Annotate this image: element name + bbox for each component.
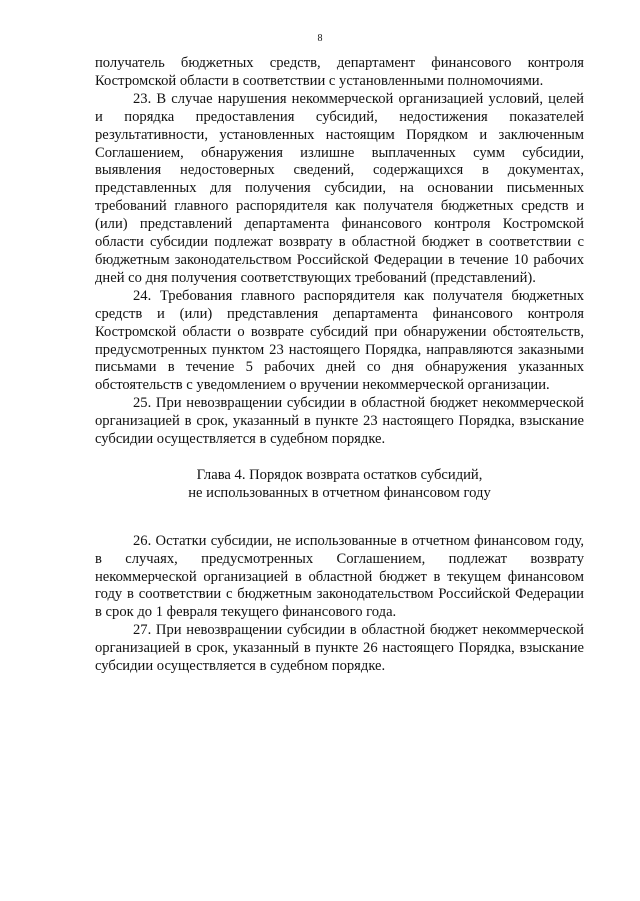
- paragraph-continuation: получатель бюджетных средств, департамент финансового контроля Костромской области в соответствии с установленными полномочиями.: [95, 55, 584, 89]
- paragraph-23: 23. В случае нарушения некоммерческой организацией условий, целей и порядка предоставления субсидий, недостижения показателей результативности, установленных настоящим Порядком и заключенным Соглашением, обнаружения излишне выплаченных сумм субсидии, выявления недостоверных сведений, содержащихся в документах, представленных для получения субсидии, на основании письменных требований главного распорядителя как получателя бюджетных средств и (или) представлений департамента финансового контроля Костромской области субсидии подлежат возврату в областной бюджет в соответствии с бюджетным законодательством Российской Федерации в течение 10 рабочих дней со дня получения соответствующих требований (представлений).: [95, 90, 584, 286]
- paragraph-26: 26. Остатки субсидии, не использованные в отчетном финансовом году, в случаях, предусмотренных Соглашением, подлежат возврату некоммерческой организацией в областной бюджет в текущем финансовом году в соответствии с бюджетным законодательством Российской Федерации в срок до 1 февраля текущего финансового года.: [95, 532, 584, 621]
- document-body: [95, 55, 584, 676]
- chapter-heading-line-1: Глава 4. Порядок возврата остатков субсидий,: [196, 466, 483, 483]
- paragraph-27: 27. При невозвращении субсидии в областной бюджет некоммерческой организацией в срок, указанный в пункте 26 настоящего Порядка, взыскание субсидии осуществляется в судебном порядке.: [95, 622, 584, 675]
- paragraph-24: 24. Требования главного распорядителя как получателя бюджетных средств и (или) представления департамента финансового контроля Костромской области о возврате субсидий при обнаружении обстоятельств, предусмотренных пунктом 23 настоящего Порядка, направляются заказными письмами в течение 5 рабочих дней со дня обнаружения указанных обстоятельств с уведомлением о вручении некоммерческой организации.: [95, 287, 584, 394]
- chapter-heading: [95, 467, 584, 503]
- page-number: 8: [317, 33, 323, 44]
- chapter-heading-line-2: не использованных в отчетном финансовом году: [188, 484, 491, 501]
- paragraph-25: 25. При невозвращении субсидии в областной бюджет некоммерческой организацией в срок, указанный в пункте 23 настоящего Порядка, взыскание субсидии осуществляется в судебном порядке.: [95, 395, 584, 448]
